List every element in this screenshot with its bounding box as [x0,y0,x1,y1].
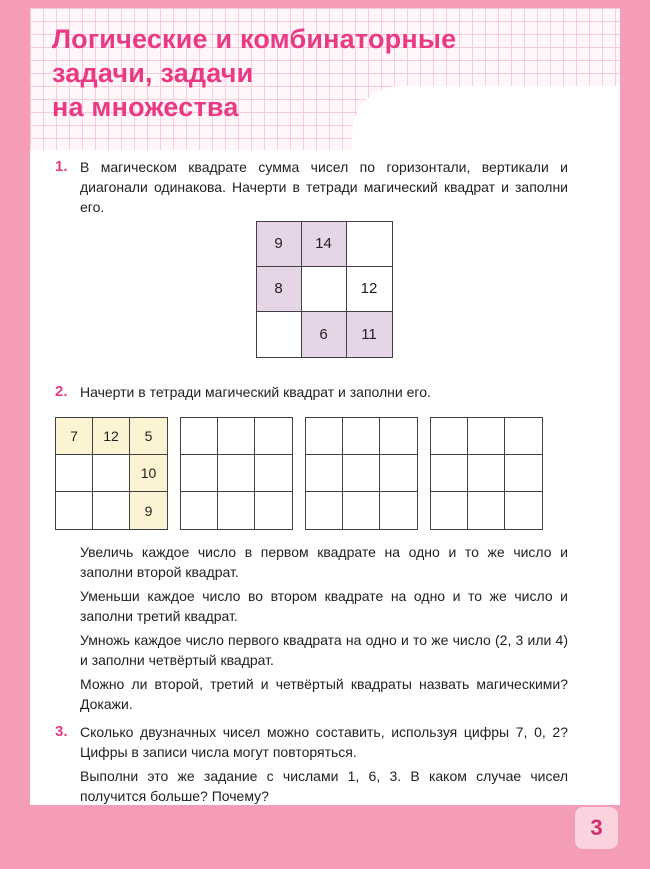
grid-cell [93,492,130,529]
problem-1-number: 1. [55,158,68,175]
grid-cell [431,418,468,455]
square-grid-1 [55,417,168,530]
grid-cell [255,455,292,492]
grid-cell [468,418,505,455]
grid-cell [306,492,343,529]
grid-cell [380,455,417,492]
grid-cell: 12 [93,418,130,455]
problem-2 [55,382,568,714]
page-inner [30,8,620,805]
grid-cell [347,222,392,267]
grid-cell: 11 [347,312,392,357]
grid-cell [218,455,255,492]
grid-cell [181,455,218,492]
grid-cell: 6 [302,312,347,357]
grid-cell [181,418,218,455]
grid-cell [380,418,417,455]
grid-cell [505,492,542,529]
grid-cell [343,418,380,455]
chapter-title [30,8,620,124]
grid-cell: 7 [56,418,93,455]
problem-2-subtasks [80,542,568,714]
grid-cell: 14 [302,222,347,267]
chapter-title-line: Логические и комбинаторные [52,24,457,54]
chapter-title-line: на множества [52,92,239,122]
grid-cell: 9 [257,222,302,267]
grid-cell [380,492,417,529]
grid-cell [302,267,347,312]
problem-2-subtask: Умножь каждое число первого квадрата на одно и то же число (2, 3 или 4) и заполни четвёртый квадрат. [80,632,568,668]
problem-3 [55,722,568,805]
page-number-badge [575,807,618,849]
square-grid-4 [430,417,543,530]
square-grid-2 [180,417,293,530]
grid-cell [306,418,343,455]
grid-cell [505,455,542,492]
page-number: 3 [590,815,603,840]
grid-cell: 12 [347,267,392,312]
problem-3-text-2: Выполни это же задание с числами 1, 6, 3. В каком случае чисел получится больше? Почему? [80,768,568,804]
grid-cell: 8 [257,267,302,312]
grid-cell: 9 [130,492,167,529]
square-grid-3 [305,417,418,530]
squares-row [55,417,568,530]
problem-3-text: Сколько двузначных чисел можно составить, используя цифры 7, 0, 2? Цифры в записи числа могут повторяться. [80,724,568,760]
problem-2-subtask: Можно ли второй, третий и четвёртый квадраты назвать магическими? Докажи. [80,676,568,712]
grid-cell [255,492,292,529]
grid-cell [431,455,468,492]
chapter-title-line: задачи, задачи [52,58,254,88]
grid-cell [218,492,255,529]
grid-cell [181,492,218,529]
problem-2-subtask: Увеличь каждое число в первом квадрате на одно и то же число и заполни второй квадрат. [80,544,568,580]
problem-3-number: 3. [55,723,68,740]
grid-cell [468,492,505,529]
grid-cell: 10 [130,455,167,492]
grid-cell [468,455,505,492]
grid-cell: 5 [130,418,167,455]
page-header [30,8,620,150]
page-content [30,150,620,805]
grid-cell [306,455,343,492]
problem-2-subtask: Уменьши каждое число во втором квадрате на одно и то же число и заполни третий квадрат. [80,588,568,624]
grid-cell [257,312,302,357]
grid-cell [56,492,93,529]
grid-cell [505,418,542,455]
problem-2-text: Начерти в тетради магический квадрат и заполни его. [80,384,431,400]
grid-cell [431,492,468,529]
problem-1-text: В магическом квадрате сумма чисел по горизонтали, вертикали и диагонали одинакова. Начерти в тетради магический квадрат и заполни его. [80,159,568,215]
grid-cell [93,455,130,492]
grid-cell [343,455,380,492]
problem-1 [55,157,568,358]
grid-cell [56,455,93,492]
grid-cell [255,418,292,455]
problem-2-number: 2. [55,383,68,400]
magic-square-grid [256,221,393,358]
magic-square-wrap [256,221,393,358]
grid-cell [218,418,255,455]
grid-cell [343,492,380,529]
